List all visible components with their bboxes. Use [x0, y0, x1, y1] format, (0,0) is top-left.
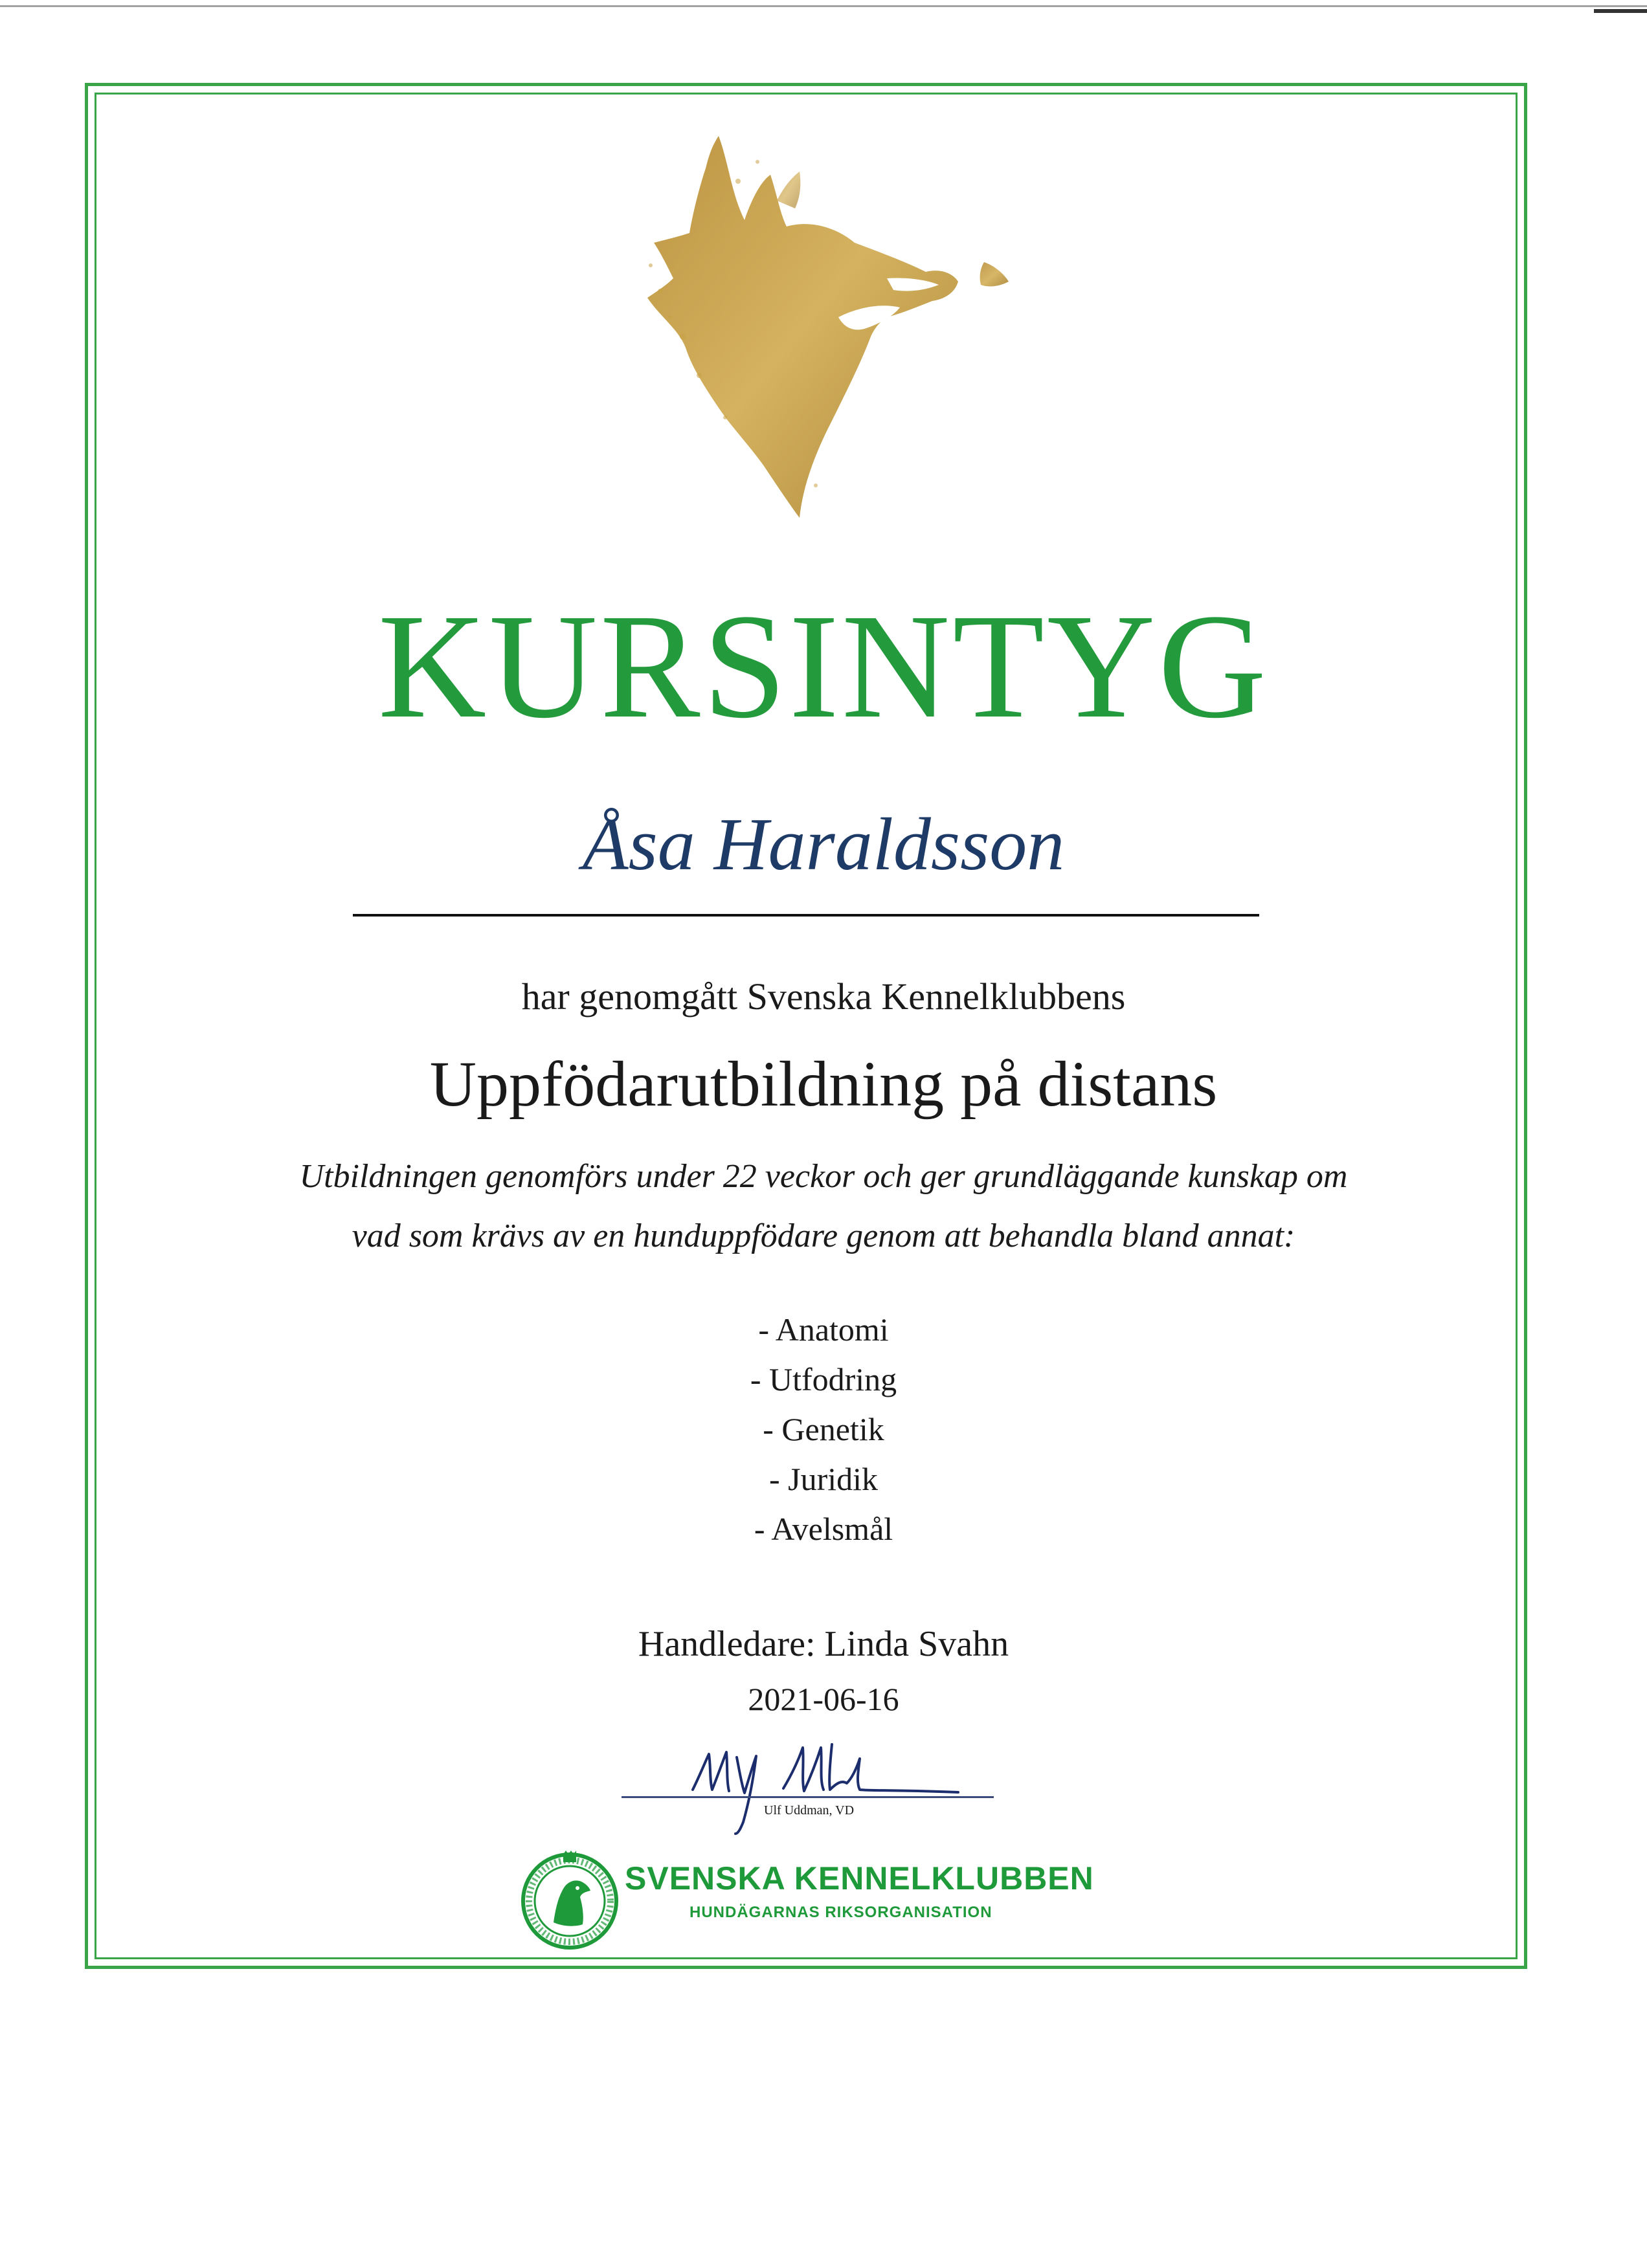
recipient-underline [353, 914, 1259, 917]
certificate-title: KURSINTYG [377, 583, 1270, 750]
description-line: vad som krävs av en hunduppfödare genom att behandla bland annat: [352, 1217, 1295, 1254]
scan-edge-line [0, 5, 1647, 7]
description-line: Utbildningen genomförs under 22 veckor och ger grundläggande kunskap om [299, 1158, 1348, 1195]
course-description [194, 1147, 1453, 1266]
topic-item: - Anatomi [758, 1311, 889, 1348]
topic-item: - Utfodring [750, 1361, 897, 1397]
scan-edge-mark [1594, 9, 1647, 13]
recipient-name: Åsa Haraldsson [582, 803, 1065, 886]
signer-caption: Ulf Uddman, VD [764, 1803, 855, 1818]
topic-item: - Avelsmål [754, 1511, 893, 1547]
organization-name: SVENSKA KENNELKLUBBEN [625, 1860, 1094, 1896]
issue-date: 2021-06-16 [748, 1681, 899, 1717]
skk-emblem-icon [518, 1848, 622, 1951]
topic-item: - Juridik [768, 1461, 879, 1497]
topic-list [0, 1305, 1647, 1554]
supervisor: Handledare: Linda Svahn [638, 1624, 1009, 1664]
intro-text: har genomgått Svenska Kennelklubbens [521, 975, 1126, 1017]
course-name: Uppfödarutbildning på distans [429, 1048, 1218, 1120]
organization-tagline: HUNDÄGARNAS RIKSORGANISATION [689, 1904, 992, 1921]
topic-item: - Genetik [763, 1411, 884, 1447]
dog-head-illustration [622, 123, 1023, 531]
signature-line [622, 1796, 994, 1798]
